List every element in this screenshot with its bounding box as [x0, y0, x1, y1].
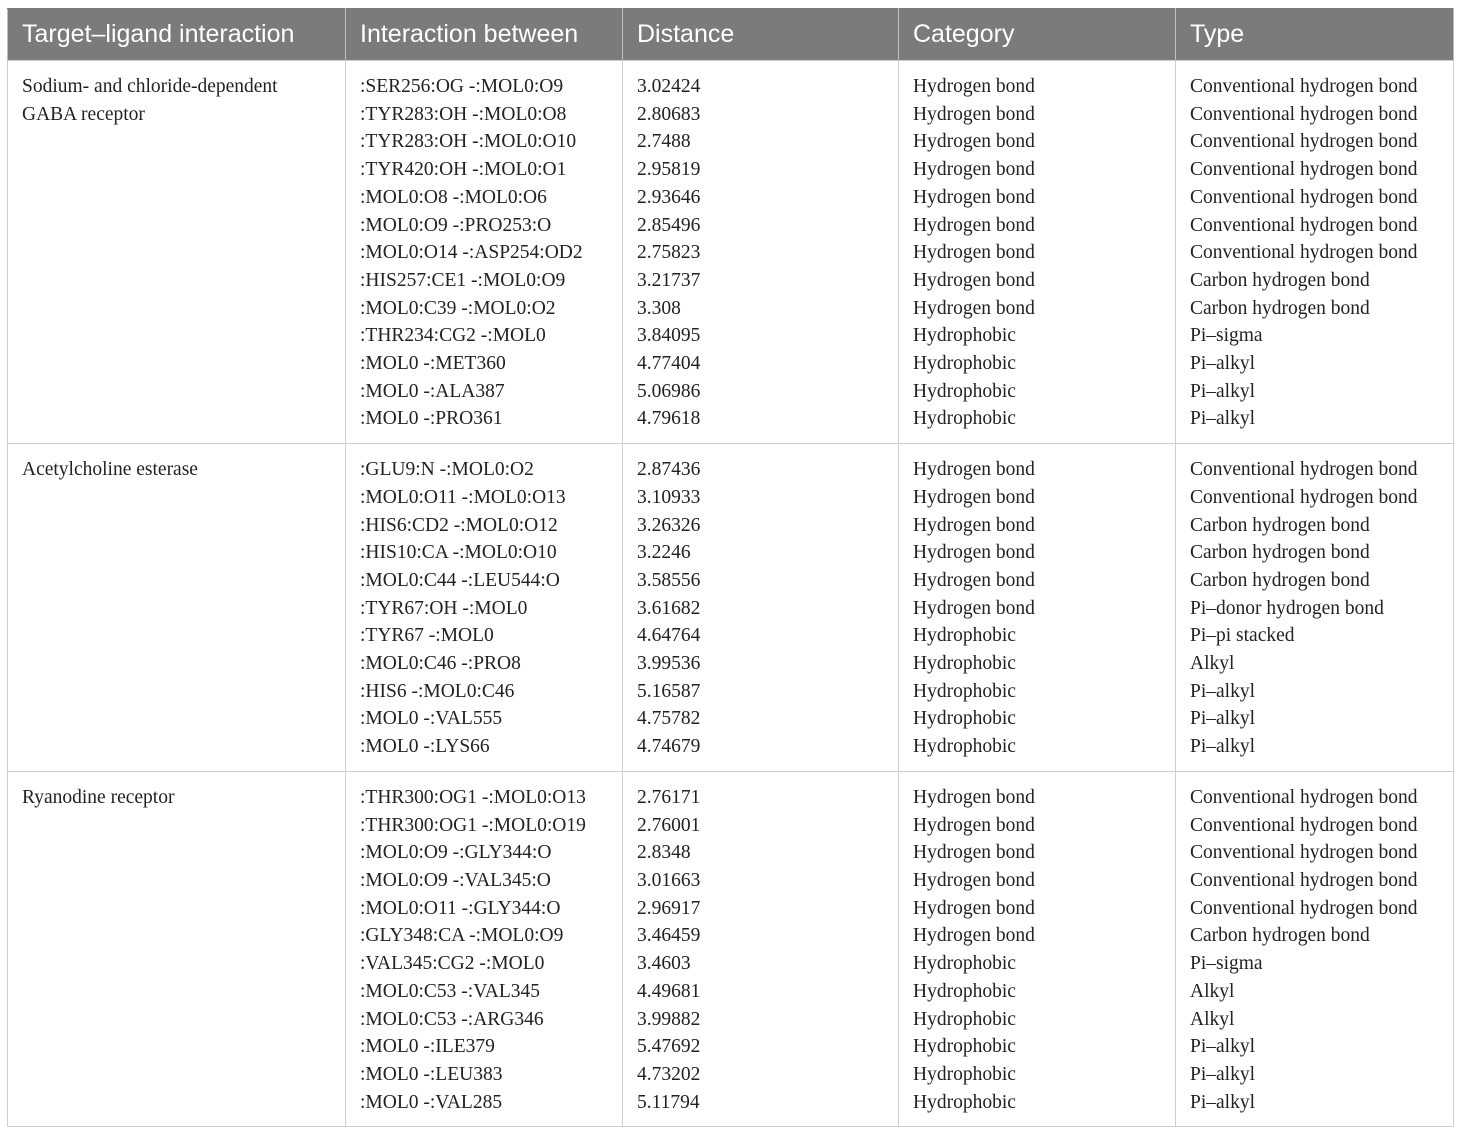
interaction-between-cell	[346, 61, 623, 444]
interaction-between-value: :VAL345:CG2 -:MOL0	[360, 953, 545, 975]
category-value: Hydrogen bond	[913, 297, 1035, 319]
type-value: Pi–alkyl	[1190, 736, 1256, 758]
interaction-between-value: :GLY348:CA -:MOL0:O9	[360, 925, 564, 947]
interaction-between-value: :THR300:OG1 -:MOL0:O13	[360, 786, 586, 808]
type-value: Carbon hydrogen bond	[1190, 925, 1370, 947]
interaction-between-value: :MOL0:O11 -:MOL0:O13	[360, 486, 566, 508]
header-target-ligand: Target–ligand interaction	[8, 9, 346, 61]
table-row-group	[8, 444, 1454, 772]
distance-value: 4.49681	[637, 980, 701, 1002]
distance-value: 5.47692	[637, 1036, 701, 1058]
type-value: Conventional hydrogen bond	[1190, 131, 1418, 153]
category-cell	[899, 444, 1176, 772]
distance-value: 4.77404	[637, 353, 701, 375]
type-value: Conventional hydrogen bond	[1190, 76, 1418, 97]
distance-value: 2.75823	[637, 242, 701, 264]
type-value: Carbon hydrogen bond	[1190, 514, 1370, 536]
type-value: Alkyl	[1190, 980, 1235, 1002]
distance-value: 3.26326	[637, 514, 701, 536]
interaction-between-value: :TYR67:OH -:MOL0	[360, 597, 528, 619]
table-row-group	[8, 61, 1454, 444]
type-value: Pi–donor hydrogen bond	[1190, 597, 1384, 619]
category-value: Hydrogen bond	[913, 159, 1035, 181]
distance-value: 5.06986	[637, 380, 701, 402]
type-value: Pi–alkyl	[1190, 380, 1256, 402]
category-value: Hydrophobic	[913, 708, 1016, 730]
type-value: Pi–alkyl	[1190, 680, 1256, 702]
interaction-between-value: :HIS257:CE1 -:MOL0:O9	[360, 269, 566, 291]
type-value: Conventional hydrogen bond	[1190, 242, 1418, 264]
interaction-between-value: :MOL0:C44 -:LEU544:O	[360, 569, 560, 591]
header-interaction-between: Interaction between	[346, 9, 623, 61]
distance-value: 2.93646	[637, 186, 701, 208]
type-value: Pi–alkyl	[1190, 708, 1256, 730]
category-value: Hydrogen bond	[913, 459, 1035, 481]
type-value: Conventional hydrogen bond	[1190, 103, 1418, 125]
distance-cell	[623, 61, 899, 444]
category-value: Hydrogen bond	[913, 76, 1035, 97]
target-cell	[8, 61, 346, 444]
distance-value: 2.80683	[637, 103, 701, 125]
interaction-between-value: :MOL0 -:ILE379	[360, 1036, 495, 1058]
interaction-between-value: :MOL0:O9 -:GLY344:O	[360, 842, 552, 864]
type-value: Carbon hydrogen bond	[1190, 569, 1370, 591]
interaction-between-value: :THR300:OG1 -:MOL0:O19	[360, 814, 586, 836]
type-value: Pi–alkyl	[1190, 353, 1256, 375]
category-value: Hydrophobic	[913, 1008, 1016, 1030]
distance-value: 3.02424	[637, 76, 701, 97]
interaction-between-value: :MOL0:C53 -:VAL345	[360, 980, 541, 1002]
interaction-between-value: :MOL0 -:ALA387	[360, 380, 505, 402]
type-value: Pi–alkyl	[1190, 1091, 1256, 1113]
distance-value: 2.76001	[637, 814, 701, 836]
distance-value: 3.46459	[637, 925, 701, 947]
interaction-between-value: :MOL0:O8 -:MOL0:O6	[360, 186, 547, 208]
distance-value: 2.96917	[637, 897, 701, 919]
interaction-between-value: :MOL0:C39 -:MOL0:O2	[360, 297, 556, 319]
interaction-between-value: :MOL0 -:VAL285	[360, 1091, 503, 1113]
interaction-between-value: :THR234:CG2 -:MOL0	[360, 325, 546, 347]
category-value: Hydrophobic	[913, 653, 1016, 675]
distance-value: 2.8348	[637, 842, 691, 864]
interaction-between-value: :SER256:OG -:MOL0:O9	[360, 76, 564, 97]
distance-value: 3.01663	[637, 869, 701, 891]
category-value: Hydrophobic	[913, 625, 1016, 647]
category-value: Hydrogen bond	[913, 597, 1035, 619]
header-type: Type	[1176, 9, 1454, 61]
distance-value: 3.99882	[637, 1008, 701, 1030]
category-value: Hydrophobic	[913, 1063, 1016, 1085]
type-value: Conventional hydrogen bond	[1190, 869, 1418, 891]
category-value: Hydrophobic	[913, 736, 1016, 758]
type-value: Conventional hydrogen bond	[1190, 459, 1418, 481]
type-value: Conventional hydrogen bond	[1190, 842, 1418, 864]
interaction-between-value: :HIS10:CA -:MOL0:O10	[360, 542, 557, 564]
category-value: Hydrogen bond	[913, 242, 1035, 264]
distance-value: 4.75782	[637, 708, 701, 730]
category-value: Hydrogen bond	[913, 214, 1035, 236]
distance-value: 2.85496	[637, 214, 701, 236]
header-category: Category	[899, 9, 1176, 61]
type-value: Conventional hydrogen bond	[1190, 897, 1418, 919]
category-value: Hydrogen bond	[913, 925, 1035, 947]
category-value: Hydrogen bond	[913, 103, 1035, 125]
distance-value: 3.2246	[637, 542, 691, 564]
type-value: Conventional hydrogen bond	[1190, 814, 1418, 836]
type-cell	[1176, 771, 1454, 1126]
interaction-between-cell	[346, 771, 623, 1126]
type-value: Pi–sigma	[1190, 325, 1263, 347]
category-value: Hydrophobic	[913, 953, 1016, 975]
type-value: Alkyl	[1190, 653, 1235, 675]
header-distance: Distance	[623, 9, 899, 61]
distance-value: 4.74679	[637, 736, 701, 758]
type-value: Carbon hydrogen bond	[1190, 542, 1370, 564]
distance-cell	[623, 444, 899, 772]
distance-value: 4.79618	[637, 408, 701, 430]
type-value: Alkyl	[1190, 1008, 1235, 1030]
interaction-between-value: :MOL0:C46 -:PRO8	[360, 653, 521, 675]
distance-value: 3.308	[637, 297, 681, 319]
distance-value: 3.99536	[637, 653, 701, 675]
target-name: Sodium- and chloride-dependent GABA receptor	[22, 76, 278, 125]
category-value: Hydrogen bond	[913, 542, 1035, 564]
category-value: Hydrogen bond	[913, 486, 1035, 508]
distance-value: 2.7488	[637, 131, 691, 153]
interaction-between-value: :TYR67 -:MOL0	[360, 625, 494, 647]
distance-value: 3.84095	[637, 325, 701, 347]
interaction-table-container	[7, 8, 1453, 1127]
distance-value: 3.61682	[637, 597, 701, 619]
interaction-between-value: :MOL0:O11 -:GLY344:O	[360, 897, 561, 919]
distance-value: 3.58556	[637, 569, 701, 591]
type-value: Pi–sigma	[1190, 953, 1263, 975]
type-value: Conventional hydrogen bond	[1190, 214, 1418, 236]
distance-value: 3.4603	[637, 953, 691, 975]
target-name: Acetylcholine esterase	[22, 459, 198, 481]
category-cell	[899, 771, 1176, 1126]
interaction-between-value: :MOL0 -:LYS66	[360, 736, 490, 758]
category-value: Hydrogen bond	[913, 186, 1035, 208]
type-value: Conventional hydrogen bond	[1190, 159, 1418, 181]
distance-value: 5.11794	[637, 1091, 700, 1113]
type-value: Conventional hydrogen bond	[1190, 786, 1418, 808]
type-value: Carbon hydrogen bond	[1190, 269, 1370, 291]
category-value: Hydrogen bond	[913, 269, 1035, 291]
category-value: Hydrophobic	[913, 1091, 1016, 1113]
table-row-group	[8, 771, 1454, 1126]
type-value: Conventional hydrogen bond	[1190, 186, 1418, 208]
target-cell	[8, 771, 346, 1126]
category-value: Hydrogen bond	[913, 786, 1035, 808]
type-value: Pi–alkyl	[1190, 1036, 1256, 1058]
category-value: Hydrogen bond	[913, 814, 1035, 836]
interaction-between-value: :MOL0 -:LEU383	[360, 1063, 503, 1085]
type-value: Pi–pi stacked	[1190, 625, 1295, 647]
type-value: Conventional hydrogen bond	[1190, 486, 1418, 508]
distance-value: 3.10933	[637, 486, 701, 508]
category-value: Hydrogen bond	[913, 897, 1035, 919]
type-value: Pi–alkyl	[1190, 408, 1256, 430]
distance-value: 2.87436	[637, 459, 701, 481]
category-value: Hydrogen bond	[913, 569, 1035, 591]
type-value: Pi–alkyl	[1190, 1063, 1256, 1085]
type-value: Carbon hydrogen bond	[1190, 297, 1370, 319]
table-body	[8, 61, 1454, 1127]
distance-cell	[623, 771, 899, 1126]
category-value: Hydrophobic	[913, 353, 1016, 375]
distance-value: 2.95819	[637, 159, 701, 181]
interaction-between-value: :MOL0:O9 -:PRO253:O	[360, 214, 552, 236]
interaction-between-value: :MOL0:C53 -:ARG346	[360, 1008, 544, 1030]
type-cell	[1176, 61, 1454, 444]
interaction-between-value: :HIS6:CD2 -:MOL0:O12	[360, 514, 558, 536]
interaction-between-value: :MOL0 -:VAL555	[360, 708, 503, 730]
category-value: Hydrogen bond	[913, 514, 1035, 536]
distance-value: 4.64764	[637, 625, 701, 647]
table-header-row	[8, 9, 1454, 61]
distance-value: 3.21737	[637, 269, 701, 291]
target-name: Ryanodine receptor	[22, 786, 175, 808]
interaction-between-value: :GLU9:N -:MOL0:O2	[360, 459, 534, 481]
category-value: Hydrophobic	[913, 1036, 1016, 1058]
interaction-between-value: :TYR283:OH -:MOL0:O10	[360, 131, 577, 153]
distance-value: 2.76171	[637, 786, 701, 808]
category-value: Hydrophobic	[913, 680, 1016, 702]
interaction-table	[7, 8, 1454, 1127]
interaction-between-value: :TYR283:OH -:MOL0:O8	[360, 103, 567, 125]
category-value: Hydrogen bond	[913, 131, 1035, 153]
interaction-between-cell	[346, 444, 623, 772]
category-value: Hydrophobic	[913, 980, 1016, 1002]
type-cell	[1176, 444, 1454, 772]
category-value: Hydrophobic	[913, 325, 1016, 347]
category-value: Hydrogen bond	[913, 869, 1035, 891]
interaction-between-value: :MOL0:O14 -:ASP254:OD2	[360, 242, 583, 264]
category-value: Hydrophobic	[913, 380, 1016, 402]
category-value: Hydrophobic	[913, 408, 1016, 430]
distance-value: 4.73202	[637, 1063, 701, 1085]
category-cell	[899, 61, 1176, 444]
interaction-between-value: :TYR420:OH -:MOL0:O1	[360, 159, 567, 181]
interaction-between-value: :MOL0 -:PRO361	[360, 408, 503, 430]
target-cell	[8, 444, 346, 772]
interaction-between-value: :HIS6 -:MOL0:C46	[360, 680, 515, 702]
interaction-between-value: :MOL0:O9 -:VAL345:O	[360, 869, 551, 891]
distance-value: 5.16587	[637, 680, 701, 702]
interaction-between-value: :MOL0 -:MET360	[360, 353, 506, 375]
category-value: Hydrogen bond	[913, 842, 1035, 864]
